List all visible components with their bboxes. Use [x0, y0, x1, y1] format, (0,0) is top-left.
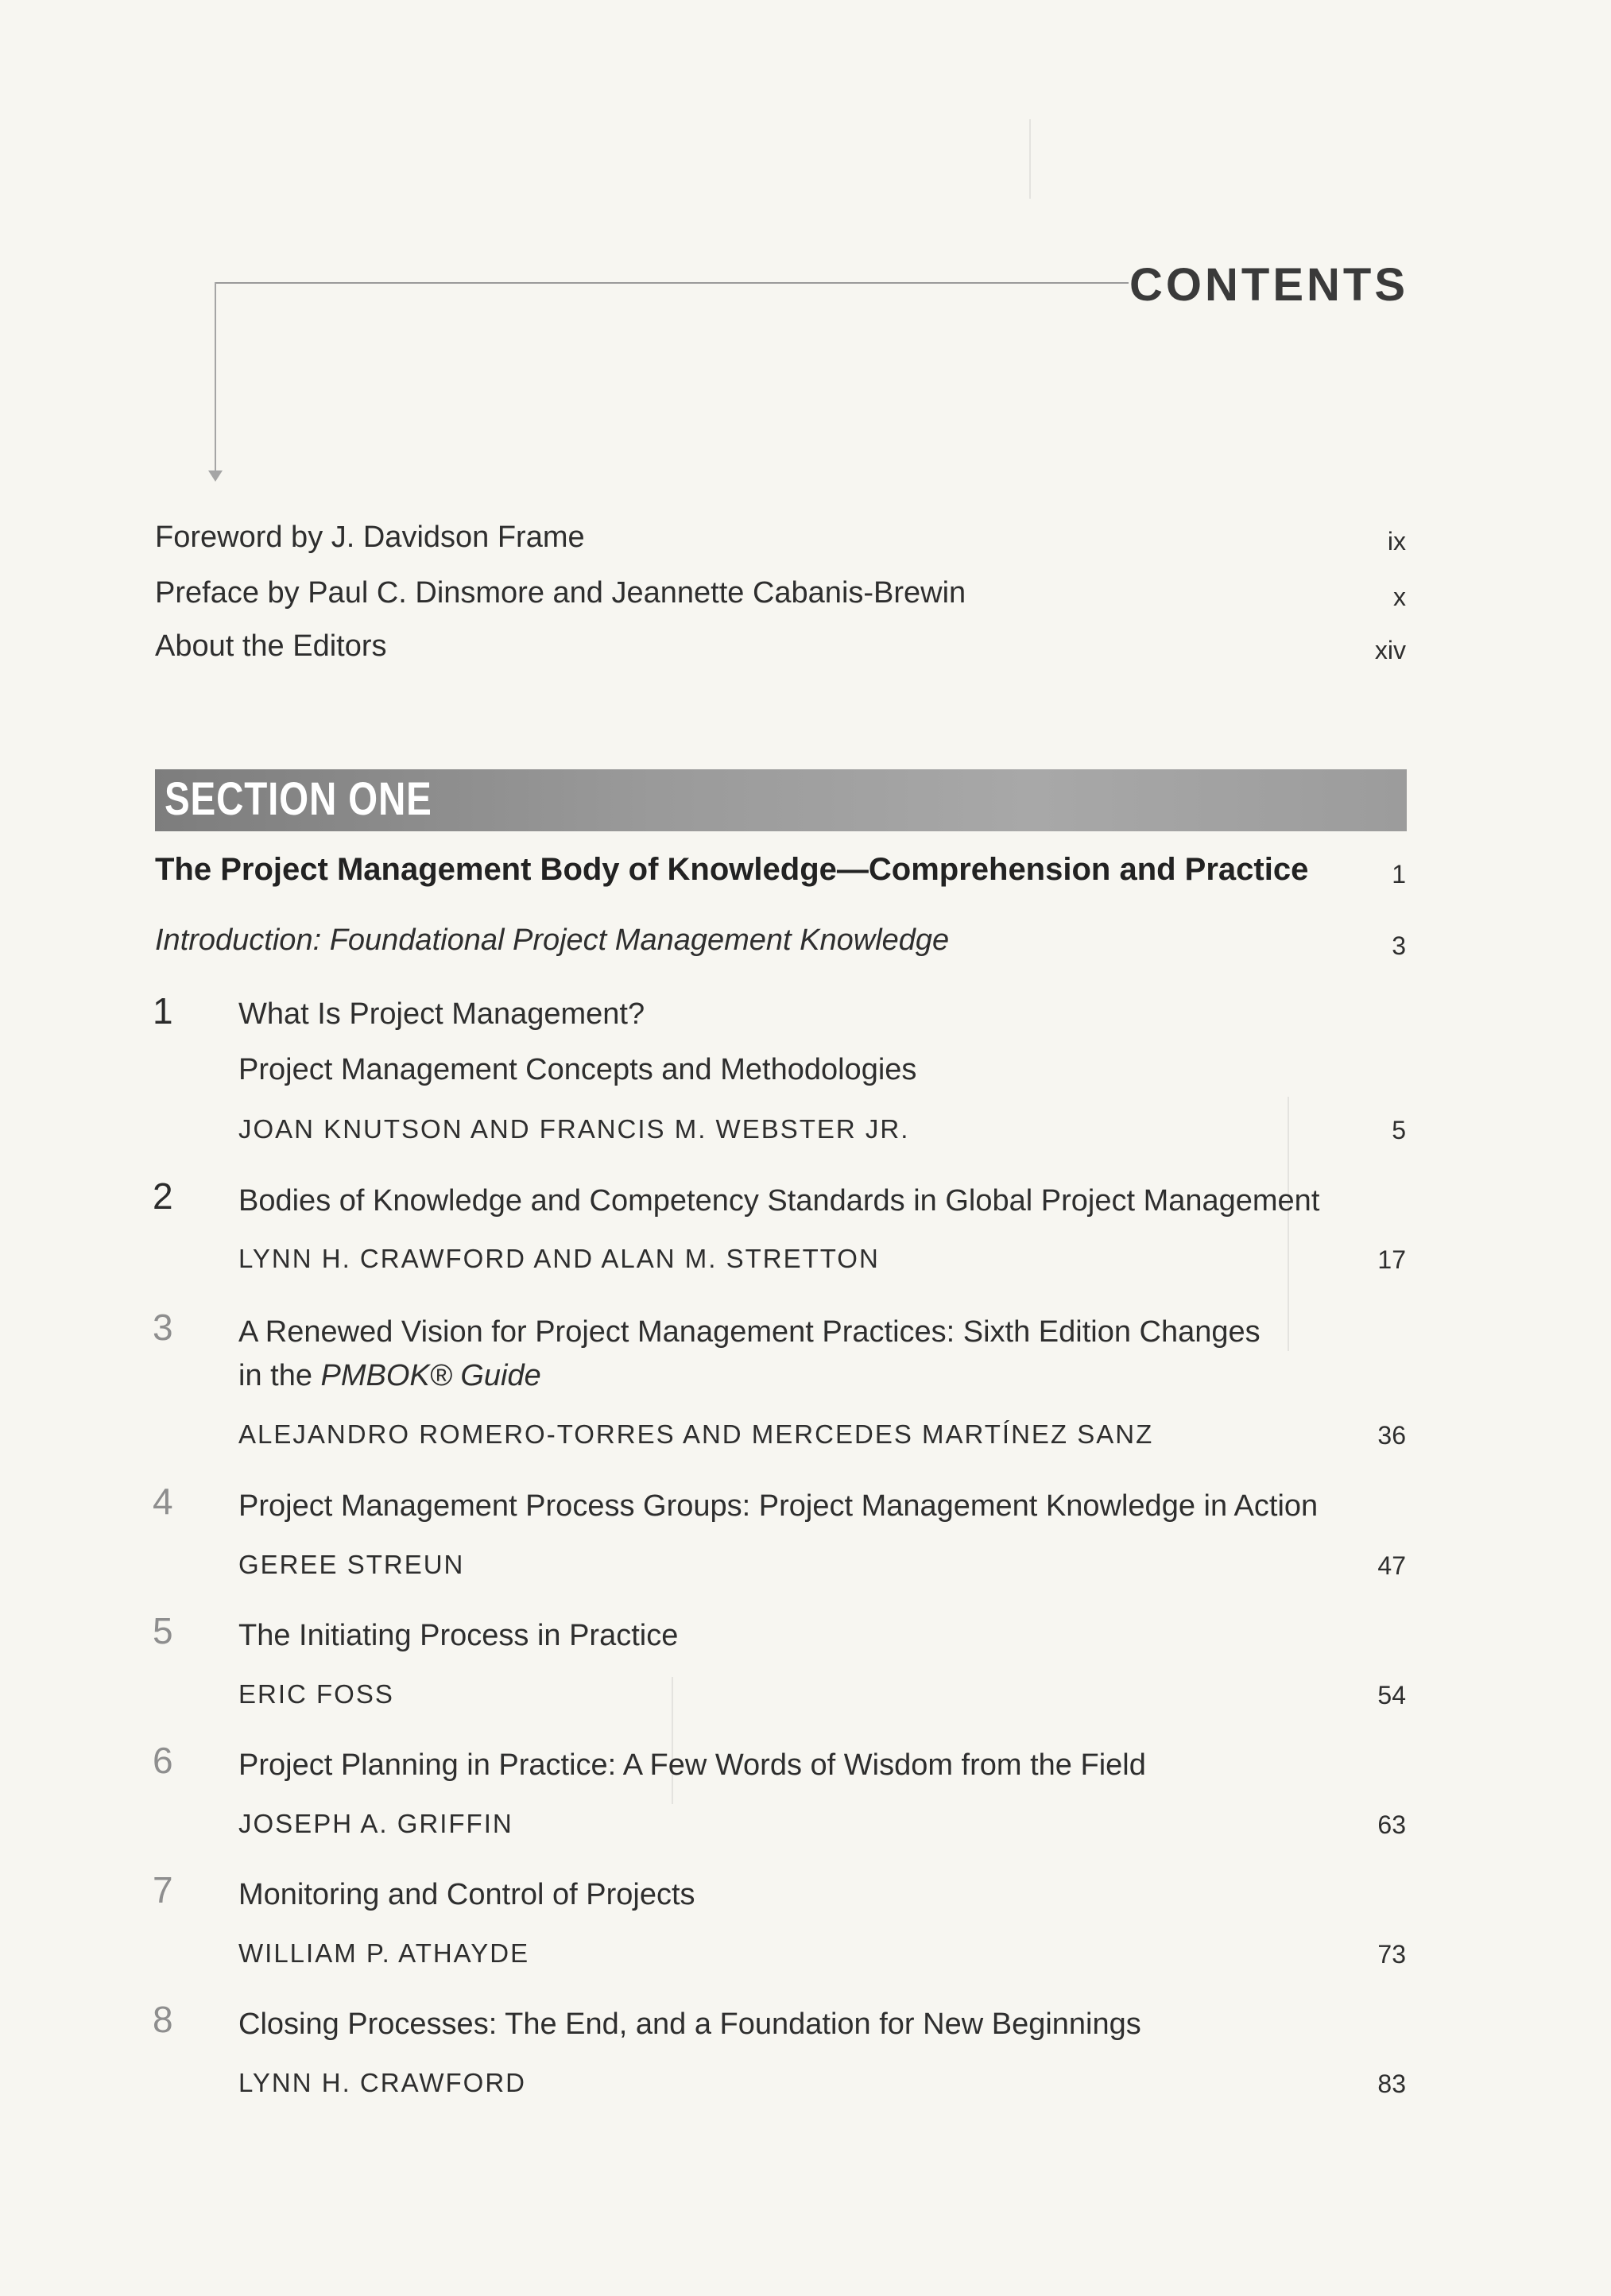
chapter-author: GEREE STREUN	[238, 1550, 465, 1579]
chapter-page: 47	[1377, 1551, 1406, 1580]
front-matter-editors[interactable]: About the Editors	[155, 629, 387, 663]
chapter-number: 8	[153, 1999, 173, 2040]
chapter-page: 5	[1392, 1116, 1406, 1144]
chapter-author: ERIC FOSS	[238, 1679, 394, 1709]
chapter-title[interactable]: Project Planning in Practice: A Few Words of Wisdom from the Field	[238, 1748, 1146, 1782]
chapter-title[interactable]: Monitoring and Control of Projects	[238, 1878, 695, 1911]
chapter-title[interactable]: Closing Processes: The End, and a Foundation for New Beginnings	[238, 2008, 1141, 2041]
section-banner	[155, 769, 1407, 831]
chapter-title[interactable]: What Is Project Management?	[238, 997, 645, 1031]
chapter-author: JOAN KNUTSON AND FRANCIS M. WEBSTER JR.	[238, 1114, 910, 1144]
header-arrow-icon	[208, 470, 223, 482]
section-label: SECTION ONE	[165, 773, 432, 825]
front-matter-foreword-page: ix	[1387, 527, 1406, 556]
chapter-author: JOSEPH A. GRIFFIN	[238, 1809, 513, 1838]
chapter-author: LYNN H. CRAWFORD	[238, 2068, 526, 2097]
chapter-page: 83	[1377, 2069, 1406, 2098]
chapter-number: 3	[153, 1307, 173, 1348]
front-matter-editors-page: xiv	[1374, 636, 1406, 664]
chapter-number: 5	[153, 1610, 173, 1651]
section-title[interactable]: The Project Management Body of Knowledge—Comprehension and Practice	[155, 852, 1309, 887]
chapter-title-line2-prefix: in the	[238, 1359, 321, 1392]
section-title-page: 1	[1392, 860, 1406, 889]
scan-mark	[672, 1677, 673, 1804]
chapter-page: 63	[1377, 1810, 1406, 1839]
scan-mark	[1288, 1097, 1289, 1351]
front-matter-foreword[interactable]: Foreword by J. Davidson Frame	[155, 521, 585, 554]
chapter-number: 4	[153, 1481, 173, 1522]
front-matter-preface-page: x	[1393, 583, 1406, 611]
chapter-number: 2	[153, 1175, 173, 1217]
chapter-number: 6	[153, 1740, 173, 1781]
section-intro[interactable]: Introduction: Foundational Project Management Knowledge	[155, 923, 950, 957]
chapter-page: 54	[1377, 1681, 1406, 1709]
chapter-title-line2-italic: PMBOK® Guide	[320, 1359, 541, 1392]
page-title: CONTENTS	[1129, 259, 1408, 311]
chapter-title-line2[interactable]	[238, 1359, 541, 1393]
chapter-page: 73	[1377, 1940, 1406, 1969]
header-rule	[215, 282, 1129, 284]
chapter-page: 17	[1377, 1245, 1406, 1274]
header-bracket	[215, 282, 216, 477]
chapter-author: LYNN H. CRAWFORD AND ALAN M. STRETTON	[238, 1244, 880, 1273]
chapter-author: ALEJANDRO ROMERO-TORRES AND MERCEDES MARTÍNEZ SANZ	[238, 1419, 1154, 1449]
chapter-title[interactable]: Project Management Process Groups: Project Management Knowledge in Action	[238, 1489, 1319, 1523]
scan-mark	[1029, 119, 1031, 199]
chapter-title[interactable]: A Renewed Vision for Project Management Practices: Sixth Edition Changes	[238, 1315, 1261, 1349]
front-matter-preface[interactable]: Preface by Paul C. Dinsmore and Jeannette Cabanis-Brewin	[155, 576, 966, 610]
chapter-title[interactable]: The Initiating Process in Practice	[238, 1619, 679, 1652]
chapter-title[interactable]: Bodies of Knowledge and Competency Standards in Global Project Management	[238, 1184, 1320, 1218]
chapter-author: WILLIAM P. ATHAYDE	[238, 1938, 530, 1968]
chapter-number: 1	[153, 990, 173, 1032]
chapter-subtitle[interactable]: Project Management Concepts and Methodologies	[238, 1053, 917, 1086]
section-intro-page: 3	[1392, 931, 1406, 960]
chapter-page: 36	[1377, 1421, 1406, 1450]
chapter-number: 7	[153, 1869, 173, 1911]
